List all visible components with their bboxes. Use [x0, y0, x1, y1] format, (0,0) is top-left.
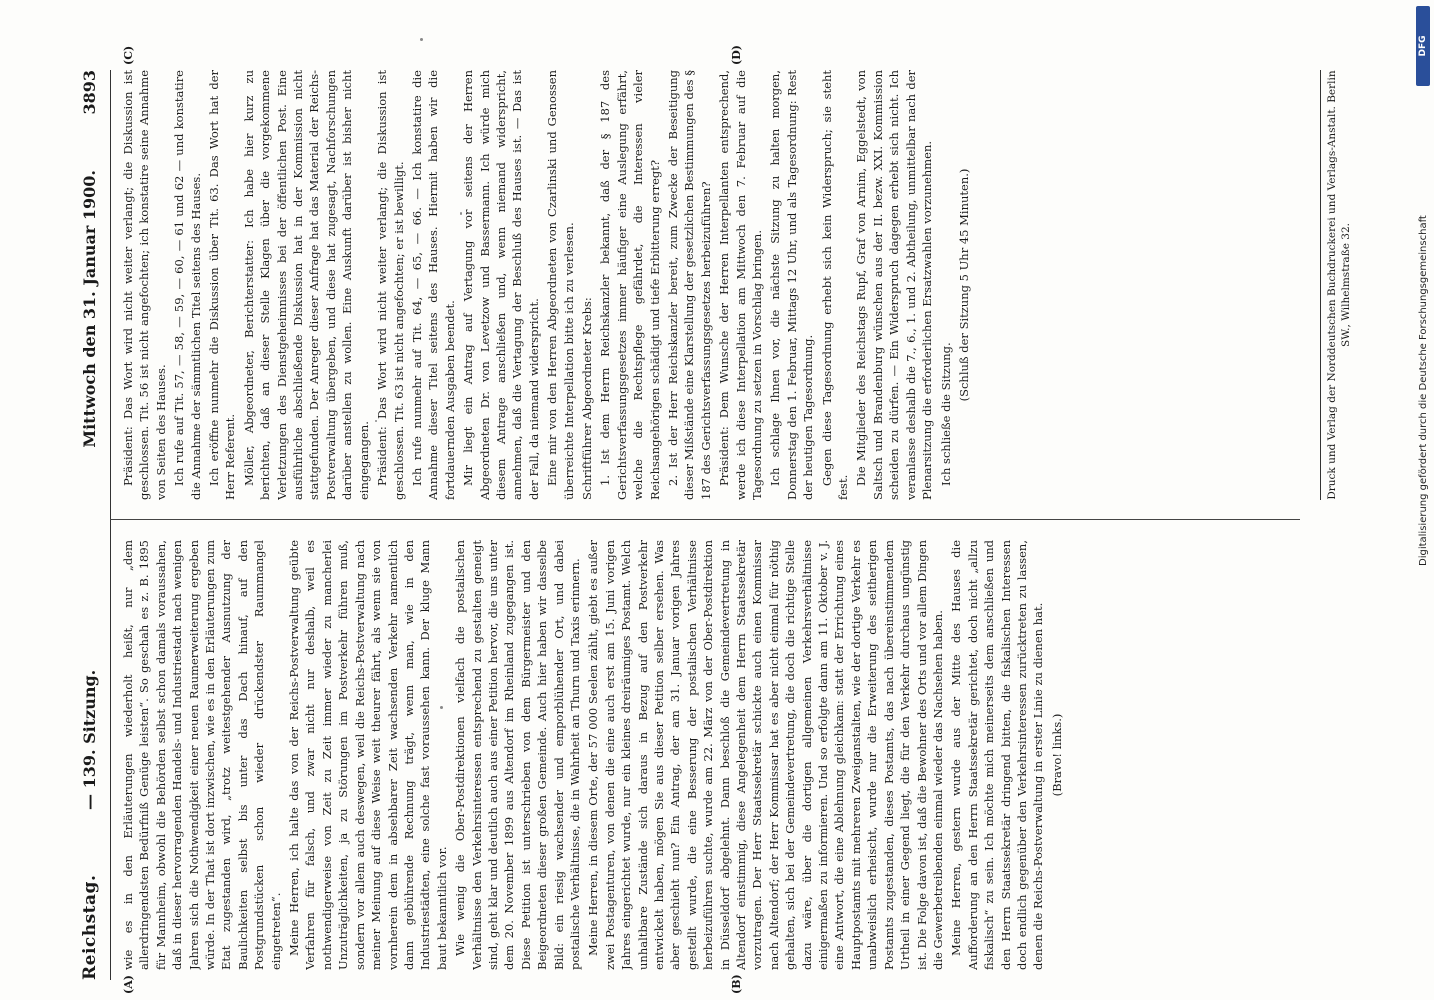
paragraph: Präsident: Das Wort wird nicht weiter verlangt; die Diskussion ist geschlossen. Tit. 56 ist nicht angefochten; ich konstatire seine Annahme von Seiten des Hauses. [121, 70, 168, 500]
margin-marker-c: (C) [122, 45, 135, 65]
paragraph: Meine Herren, ich halte das von der Reichs-Postverwaltung geübte Verfahren für falsch, und zwar nicht nur deshalb, weil es nothwendigerweise von Zeit zu Zeit immer wieder zu mancherlei Unzuträglichkeiten, ja zu Störungen im Postverkehr führen muß, sondern vor allem auch deswegen, weil die Reichs-Postverwaltung nach meiner Meinung auf diese Weise weit theurer fährt, als wenn sie von vornherein dem in absehbarer Zeit wachsenden Verkehr namentlich dann gebührende Rechnung trägt, wenn man, wie in den Industriestädten, eine solche fast voraussehen kann. Der kluge Mann baut bekanntlich vor. [287, 540, 449, 970]
paragraph: Meine Herren, gestern wurde aus der Mitte des Hauses die Aufforderung an den Herrn Staatssekretär gerichtet, doch nicht „allzu fiskalisch“ zu sein. Ich möchte mich meinerseits dem anschließen und den Herrn Staatssekretär dringend bitten, die fiskalischen Interessen doch endlich gegenüber den Verkehrsinteressen zurücktreten zu lassen, denen die Reichs-Postverwaltung in erster Linie zu dienen hat. [949, 540, 1046, 970]
paragraph: wie es in den Erläuterungen wiederholt heißt, nur „dem allerdringendsten Bedürfniß Genüge leisten“. So geschah es z. B. 1895 für Mannheim, obwohl die Behörden selbst schon damals voraussahen, daß in dieser hervorragenden Handels- und Industriestadt nach wenigen Jahren sich die Nothwendigkeit einer neuen Raumerweiterung ergeben würde. In der That ist dort inzwischen, wie es in den Erläuterungen zum Etat zugestanden wird, „trotz weitestgehender Ausnutzung der Baulichkeiten selbst bis unter das Dach hinauf, auf den Postgrundstücken schon wieder drückendster Raummangel eingetreten“. [121, 540, 283, 970]
credit-text: Digitalisierung gefördert durch die Deutsche Forschungsgemeinschaft [1418, 215, 1429, 566]
paragraph: Mir liegt ein Antrag auf Vertagung vor seitens der Herren Abgeordneten Dr. von Levetzow und Bassermann. Ich würde mich diesem Antrage anschließen und, wenn niemand widerspricht, annehmen, daß die Vertagung der Beschluß des Hauses ist. — Das ist der Fall, da niemand widerspricht. [461, 70, 541, 500]
header-date: Mittwoch den 31. Januar 1900. [80, 170, 99, 448]
margin-marker-b: (B) [730, 974, 743, 994]
paragraph: Ich eröffne nunmehr die Diskussion über Tit. 63. Das Wort hat der Herr Referent. [207, 70, 238, 500]
applause-note: (Bravo! links.) [1049, 713, 1064, 797]
interpellation-item: 1. Ist dem Herrn Reichskanzler bekannt, daß der § 187 des Gerichtsverfassungsgesetzes immer häufiger eine Auslegung erfährt, welche die Rechtspflege gefährdet, die Interessen vieler Reichsangehörigen schädigt und tiefe Erbitterung erregt? [598, 70, 662, 500]
paragraph: Möller, Abgeordneter, Berichterstatter: Ich habe hier kurz zu berichten, daß an dieser Stelle Klagen über die vorgekommene Verletzungen des Dienstgeheimnisses bei der öffentlichen Post. Eine ausführliche abschließende Diskussion hat in der Kommission nicht stattgefunden. Der Anreger dieser Anfrage hat das Material der Reichs-Postverwaltung übergeben, und diese hat zugesagt, Nachforschungen darüber anstellen zu wollen. Eine Auskunft darüber ist bisher nicht eingegangen. [241, 70, 371, 500]
paragraph: Gegen diese Tagesordnung erhebt sich kein Widerspruch; sie steht fest. [819, 70, 851, 500]
paragraph: Präsident: Dem Wunsche der Herren Interpellanten entsprechend, werde ich diese Interpellation am Mittwoch den 7. Februar auf die Tagesordnung zu setzen in Vorschlag bringen. [717, 70, 765, 500]
rotated-page [70, 45, 1390, 1000]
left-column [120, 540, 1320, 970]
session-close-note: (Schluß der Sitzung 5 Uhr 45 Minuten.) [956, 168, 971, 402]
margin-marker-a: (A) [122, 975, 135, 994]
paragraph: Wie wenig die Ober-Postdirektionen vielfach die postalischen Verhältnisse den Verkehrsinteressen entsprechend zu gestalten geneigt sind, geht klar und deutlich auch aus einer Petition hervor, die uns unter dem 20. November 1899 aus Altendorf im Rheinland zugegangen ist. Diese Petition ist unterschrieben von dem Bürgermeister und den Beigeordneten dieser großen Gemeinde. Auch hier haben wir dasselbe Bild: ein riesig wachsender und emporblühender Ort, und dabei postalische Verhältnisse, die in Wahrheit an Thurn und Taxis erinnern. [453, 540, 582, 970]
speaker-line: Schriftführer Abgeordneter Krebs: [579, 297, 594, 500]
paragraph: Eine mir von den Herren Abgeordneten von Czarlinski und Genossen überreichte Interpellation bitte ich zu verlesen. [545, 70, 576, 500]
dfg-logo-text: DFG [1418, 35, 1428, 57]
margin-marker-d: (D) [730, 45, 743, 65]
digitization-credit [1416, 96, 1430, 996]
paragraph: Die Mitglieder des Reichstags Rupf, Graf von Arnim, Eggelstedt, von Saltsch und Brandenburg wünschen aus der II. bezw. XXI. Kommission scheiden zu dürfen. — Ein Widerspruch dagegen erhebt sich nicht. Ich veranlasse deshalb die 7., 6., 1. und 2. Abtheilung, unmittelbar nach der Plenarsitzung die erforderlichen Ersatzwahlen vorzunehmen. [854, 70, 935, 500]
paragraph: Meine Herren, in diesem Orte, der 57 000 Seelen zählt, giebt es außer zwei Postagenturen, von denen die eine auch erst am 15. Juni vorigen Jahres eingerichtet wurde, nur ein kleines dreiräumiges Postamt. Welch unhaltbare Zustände sich daraus in Bezug auf den Postverkehr entwickelt haben, mögen Sie aus dieser Petition selber ersehen. Was aber geschieht nun? Ein Antrag, der am 31. Januar vorigen Jahres gestellt wurde, die eine Besserung der postalischen Verhältnisse herbeizuführen suchte, wurde am 22. März von der Ober-Postdirektion in Düsseldorf abgelehnt. Dann beschloß die Gemeindevertretung in Altendorf einstimmig, diese Angelegenheit dem Herrn Staatssekretär vorzutragen. Der Herr Staatssekretär schickte auch einen Kommissar nach Altendorf; der Herr Kommissar hat es aber nicht einmal für nöthig gehalten, sich bei der Gemeindevertretung, die doch die richtige Stelle dazu wäre, über die dortigen allgemeinen Verkehrsverhältnisse einigermaßen zu informieren. Und so erfolgte dann am 11. Oktober v. J. eine Antwort, die eine Ablehnung gleichkam: statt der Errichtung eines Hauptpostamts mit mehreren Zweiganstalten, wie der dortige Verkehr es unabweislich erheischt, wurde nur die Erweiterung des seitherigen Postamts zugestanden, dieses Postamts, das nach übereinstimmendem Urtheil in einer Gegend liegt, die für den Verkehr durchaus ungünstig ist. Die Folge davon ist, daß die Bewohner des Orts und vor allem Dingen die Gewerbetreibenden einmal wieder das Nachsehen haben. [586, 540, 945, 970]
paragraph: Ich schlage Ihnen vor, die nächste Sitzung zu halten morgen, Donnerstag den 1. Februar, Mittags 12 Uhr, und als Tagesordnung: Rest der heutigen Tagesordnung. [768, 70, 816, 500]
scan-speck [420, 38, 423, 41]
header-left: Reichstag. [80, 874, 100, 980]
dfg-logo [1416, 6, 1430, 86]
paragraph: Präsident: Das Wort wird nicht weiter verlangt; die Diskussion ist geschlossen. Tit. 63 ist nicht angefochten; er ist bewilligt. [375, 70, 406, 500]
column-divider [110, 519, 1300, 520]
printer-imprint: Druck und Verlag der Norddeutschen Buchdruckerei und Verlags-Anstalt. Berlin SW., Wilhelmstraße 32. [1320, 70, 1353, 500]
paragraph: Ich rufe auf Tit. 57, — 58, — 59, — 60, — 61 und 62 — und konstatire die Annahme der sämmtlichen Titel seitens des Hauses. [172, 70, 203, 500]
paragraph: Ich schließe die Sitzung. [938, 342, 953, 486]
paragraph: Ich rufe nunmehr auf Tit. 64, — 65, — 66. — Ich konstatire die Annahme dieser Titel seitens des Hauses. Hiermit haben wir die fortdauernden Ausgaben beendet. [409, 70, 457, 500]
page-number: 3893 [80, 70, 99, 115]
right-column [120, 70, 1320, 500]
interpellation-item: 2. Ist der Herr Reichskanzler bereit, zum Zwecke der Beseitigung dieser Mißstände eine Klarstellung der gesetzlichen Bestimmungen des § 187 des Gerichtsverfassungsgesetzes herbeizuführen? [666, 70, 713, 500]
page-header [80, 70, 111, 980]
header-session: — 139. Sitzung. [80, 669, 99, 810]
